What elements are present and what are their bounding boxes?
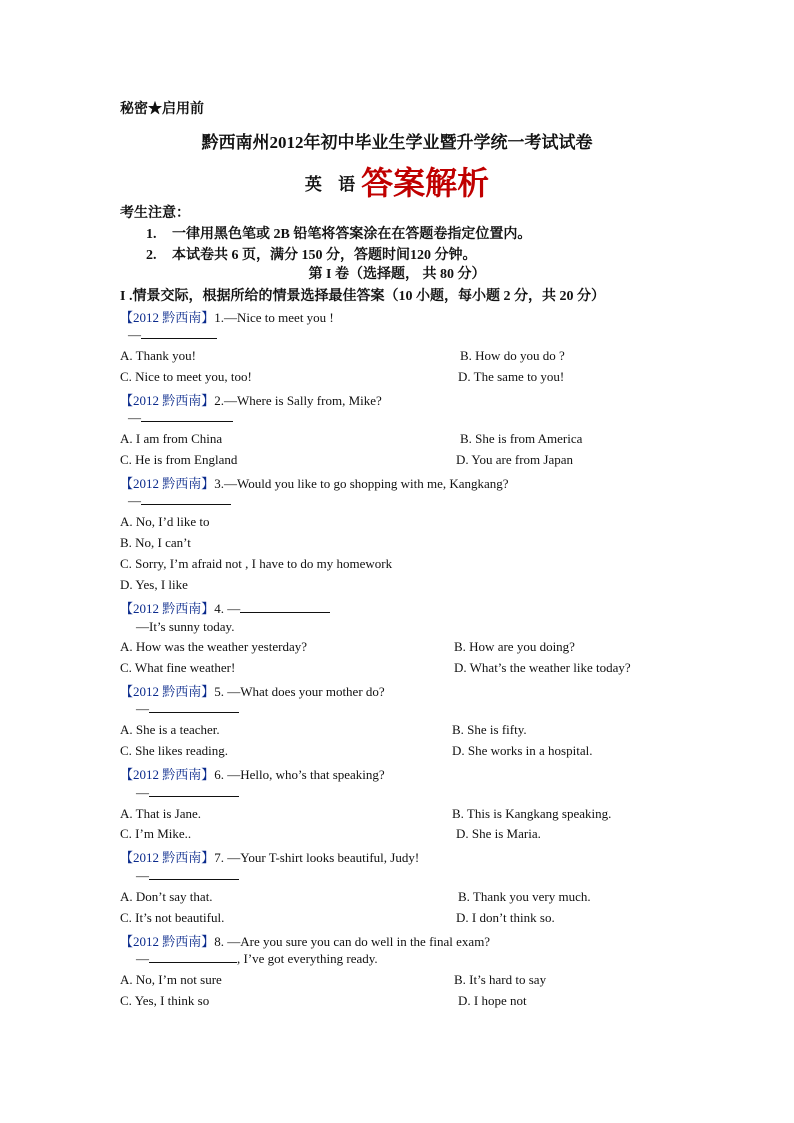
answer-line: [128, 493, 231, 509]
question-stem: [120, 681, 385, 700]
question-stem: [120, 598, 330, 617]
option-b: B. No, I can’t: [120, 535, 191, 550]
answer-blank: [141, 493, 231, 505]
reply-dash: —: [136, 701, 149, 716]
option-b: B. She is from America: [460, 431, 583, 446]
option-a: A. That is Jane.: [120, 806, 201, 821]
option-d: D. You are from Japan: [456, 452, 573, 467]
option-d: D. She works in a hospital.: [452, 743, 593, 758]
reply-dash: —: [128, 327, 141, 342]
option-a: A. No, I’d like to: [120, 514, 210, 529]
option-a: A. How was the weather yesterday?: [120, 639, 307, 654]
option-b: B. Thank you very much.: [458, 889, 591, 904]
question-text: 8. —Are you sure you can do well in the final exam?: [214, 934, 491, 949]
question-stem: [120, 390, 382, 409]
answer-blank: [149, 868, 239, 880]
option-a: A. She is a teacher.: [120, 722, 220, 737]
notice-item-number: 2.: [146, 248, 157, 263]
question-text: 6. —Hello, who’s that speaking?: [214, 767, 385, 782]
option-d: D. I hope not: [458, 993, 527, 1008]
section-title: I .情景交际，根据所给的情景选择最佳答案（10 小题，每小题 2 分，共 20 分）: [120, 289, 605, 304]
option-d: D. The same to you!: [458, 369, 565, 384]
question-source-tag: 【2012 黔西南】: [120, 850, 215, 865]
option-d: D. I don’t think so.: [456, 910, 555, 925]
reply-line: —It’s sunny today.: [136, 619, 235, 634]
option-a: A. No, I’m not sure: [120, 972, 222, 987]
option-a: A. I am from China: [120, 431, 223, 446]
question-text: 3.—Would you like to go shopping with me, Kangkang?: [214, 476, 509, 491]
option-a: A. Don’t say that.: [120, 889, 213, 904]
notice-item: [146, 244, 477, 264]
option-b: B. How do you do ?: [460, 348, 565, 363]
answer-line: [128, 410, 233, 426]
option-c: C. It’s not beautiful.: [120, 910, 225, 925]
option-a: A. Thank you!: [120, 348, 196, 363]
question-source-tag: 【2012 黔西南】: [120, 684, 215, 699]
reply-dash: —: [128, 493, 141, 508]
subject-name: 英 语: [304, 175, 362, 194]
answer-line: [136, 785, 239, 801]
option-c: C. What fine weather!: [120, 660, 236, 675]
question-text: 7. —Your T-shirt looks beautiful, Judy!: [214, 850, 420, 865]
answer-blank: [149, 951, 237, 963]
question-stem: [120, 847, 419, 866]
question-source-tag: 【2012 黔西南】: [120, 310, 215, 325]
question-stem: [120, 931, 490, 950]
option-c: C. Sorry, I’m afraid not , I have to do my homework: [120, 556, 393, 571]
notice-item: [146, 223, 531, 243]
answer-line: [136, 868, 239, 884]
subject-line: [0, 158, 794, 204]
notice-item-text: 一律用黑色笔或 2B 铅笔将答案涂在在答题卷指定位置内。: [172, 227, 532, 242]
option-d: D. Yes, I like: [120, 577, 188, 592]
question-source-tag: 【2012 黔西南】: [120, 767, 215, 782]
exam-title: 黔西南州2012年初中毕业生学业暨升学统一考试试卷: [201, 133, 593, 152]
answer-line: [136, 951, 378, 967]
question-source-tag: 【2012 黔西南】: [120, 476, 215, 491]
option-b: B. It’s hard to say: [454, 972, 547, 987]
answer-line: [128, 327, 217, 343]
option-b: B. How are you doing?: [454, 639, 575, 654]
answer-blank: [149, 785, 239, 797]
reply-dash: —: [136, 951, 149, 966]
option-c: C. Yes, I think so: [120, 993, 210, 1008]
confidential-mark: 秘密★启用前: [120, 102, 204, 117]
option-c: C. She likes reading.: [120, 743, 228, 758]
question-source-tag: 【2012 黔西南】: [120, 601, 215, 616]
reply-dash: —: [136, 785, 149, 800]
option-b: B. This is Kangkang speaking.: [452, 806, 612, 821]
reply-dash: —: [136, 868, 149, 883]
question-text: 5. —What does your mother do?: [214, 684, 385, 699]
notice-item-text: 本试卷共 6 页，满分 150 分，答题时间120 分钟。: [172, 248, 477, 263]
question-stem: [120, 764, 385, 783]
answer-analysis-label: 答案解析: [361, 164, 490, 202]
answer-blank: [141, 327, 217, 339]
option-c: C. Nice to meet you, too!: [120, 369, 252, 384]
question-text: 4. —: [214, 601, 241, 616]
question-stem: [120, 307, 334, 326]
question-text: 1.—Nice to meet you !: [214, 310, 334, 325]
reply-text: , I’ve got everything ready.: [237, 951, 378, 966]
answer-line: [136, 701, 239, 717]
question-stem: [120, 473, 509, 492]
option-b: B. She is fifty.: [452, 722, 527, 737]
option-d: D. She is Maria.: [456, 826, 541, 841]
option-c: C. I’m Mike..: [120, 826, 192, 841]
option-d: D. What’s the weather like today?: [454, 660, 631, 675]
notice-heading: 考生注意：: [120, 206, 190, 221]
part-title: 第 I 卷（选择题， 共 80 分）: [308, 267, 486, 282]
answer-blank: [141, 410, 233, 422]
answer-blank: [149, 701, 239, 713]
question-source-tag: 【2012 黔西南】: [120, 934, 215, 949]
option-c: C. He is from England: [120, 452, 238, 467]
answer-blank: [240, 601, 330, 613]
notice-item-number: 1.: [146, 227, 157, 242]
question-text: 2.—Where is Sally from, Mike?: [214, 393, 382, 408]
reply-dash: —: [128, 410, 141, 425]
question-source-tag: 【2012 黔西南】: [120, 393, 215, 408]
